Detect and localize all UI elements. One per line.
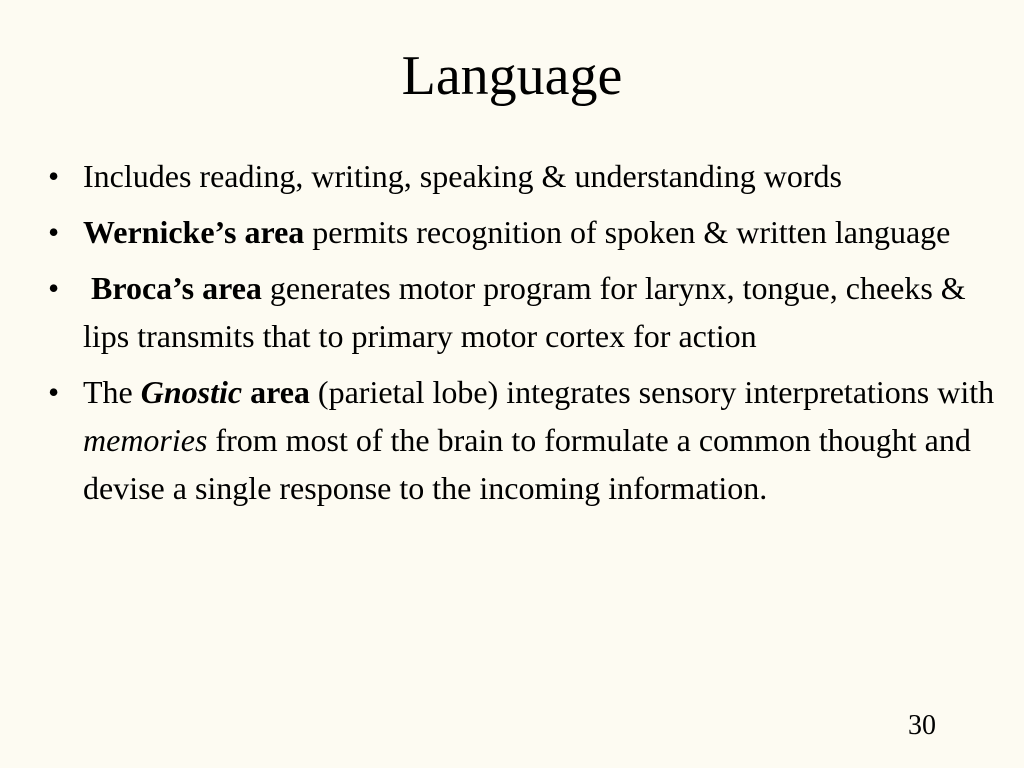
term-brocas-area: Broca’s area: [91, 270, 262, 306]
bullet-list: [48, 152, 1018, 520]
bullet-text: (parietal lobe) integrates sensory interpretations with: [309, 374, 995, 410]
bullet-item-broca: [48, 264, 1018, 360]
bullet-text: The: [83, 374, 141, 410]
bullet-item-reading: [48, 152, 1018, 200]
bullet-text: Includes reading, writing, speaking & understanding words: [83, 158, 842, 194]
bullet-marker: •: [48, 270, 60, 306]
bullet-marker: •: [48, 374, 60, 410]
term-wernickes-area: Wernicke’s area: [83, 214, 305, 250]
bullet-text: permits recognition of spoken & written language: [304, 214, 951, 250]
bullet-item-wernicke: [48, 208, 1018, 256]
slide-title: Language: [401, 45, 623, 107]
bullet-space: [242, 374, 250, 410]
bullet-text: from most of the brain to formulate a common thought and devise a single response to the incoming information.: [83, 422, 971, 506]
term-area: area: [250, 374, 310, 410]
term-gnostic: Gnostic: [140, 374, 243, 410]
bullet-marker: •: [48, 214, 60, 250]
bullet-item-gnostic: [48, 368, 1018, 512]
bullet-leading-space: [83, 270, 91, 306]
bullet-text: generates motor program for larynx, tongue, cheeks & lips transmits that to primary motor cortex for action: [83, 270, 966, 354]
page-number: 30: [908, 710, 936, 741]
bullet-marker: •: [48, 158, 60, 194]
term-memories: memories: [83, 422, 208, 458]
